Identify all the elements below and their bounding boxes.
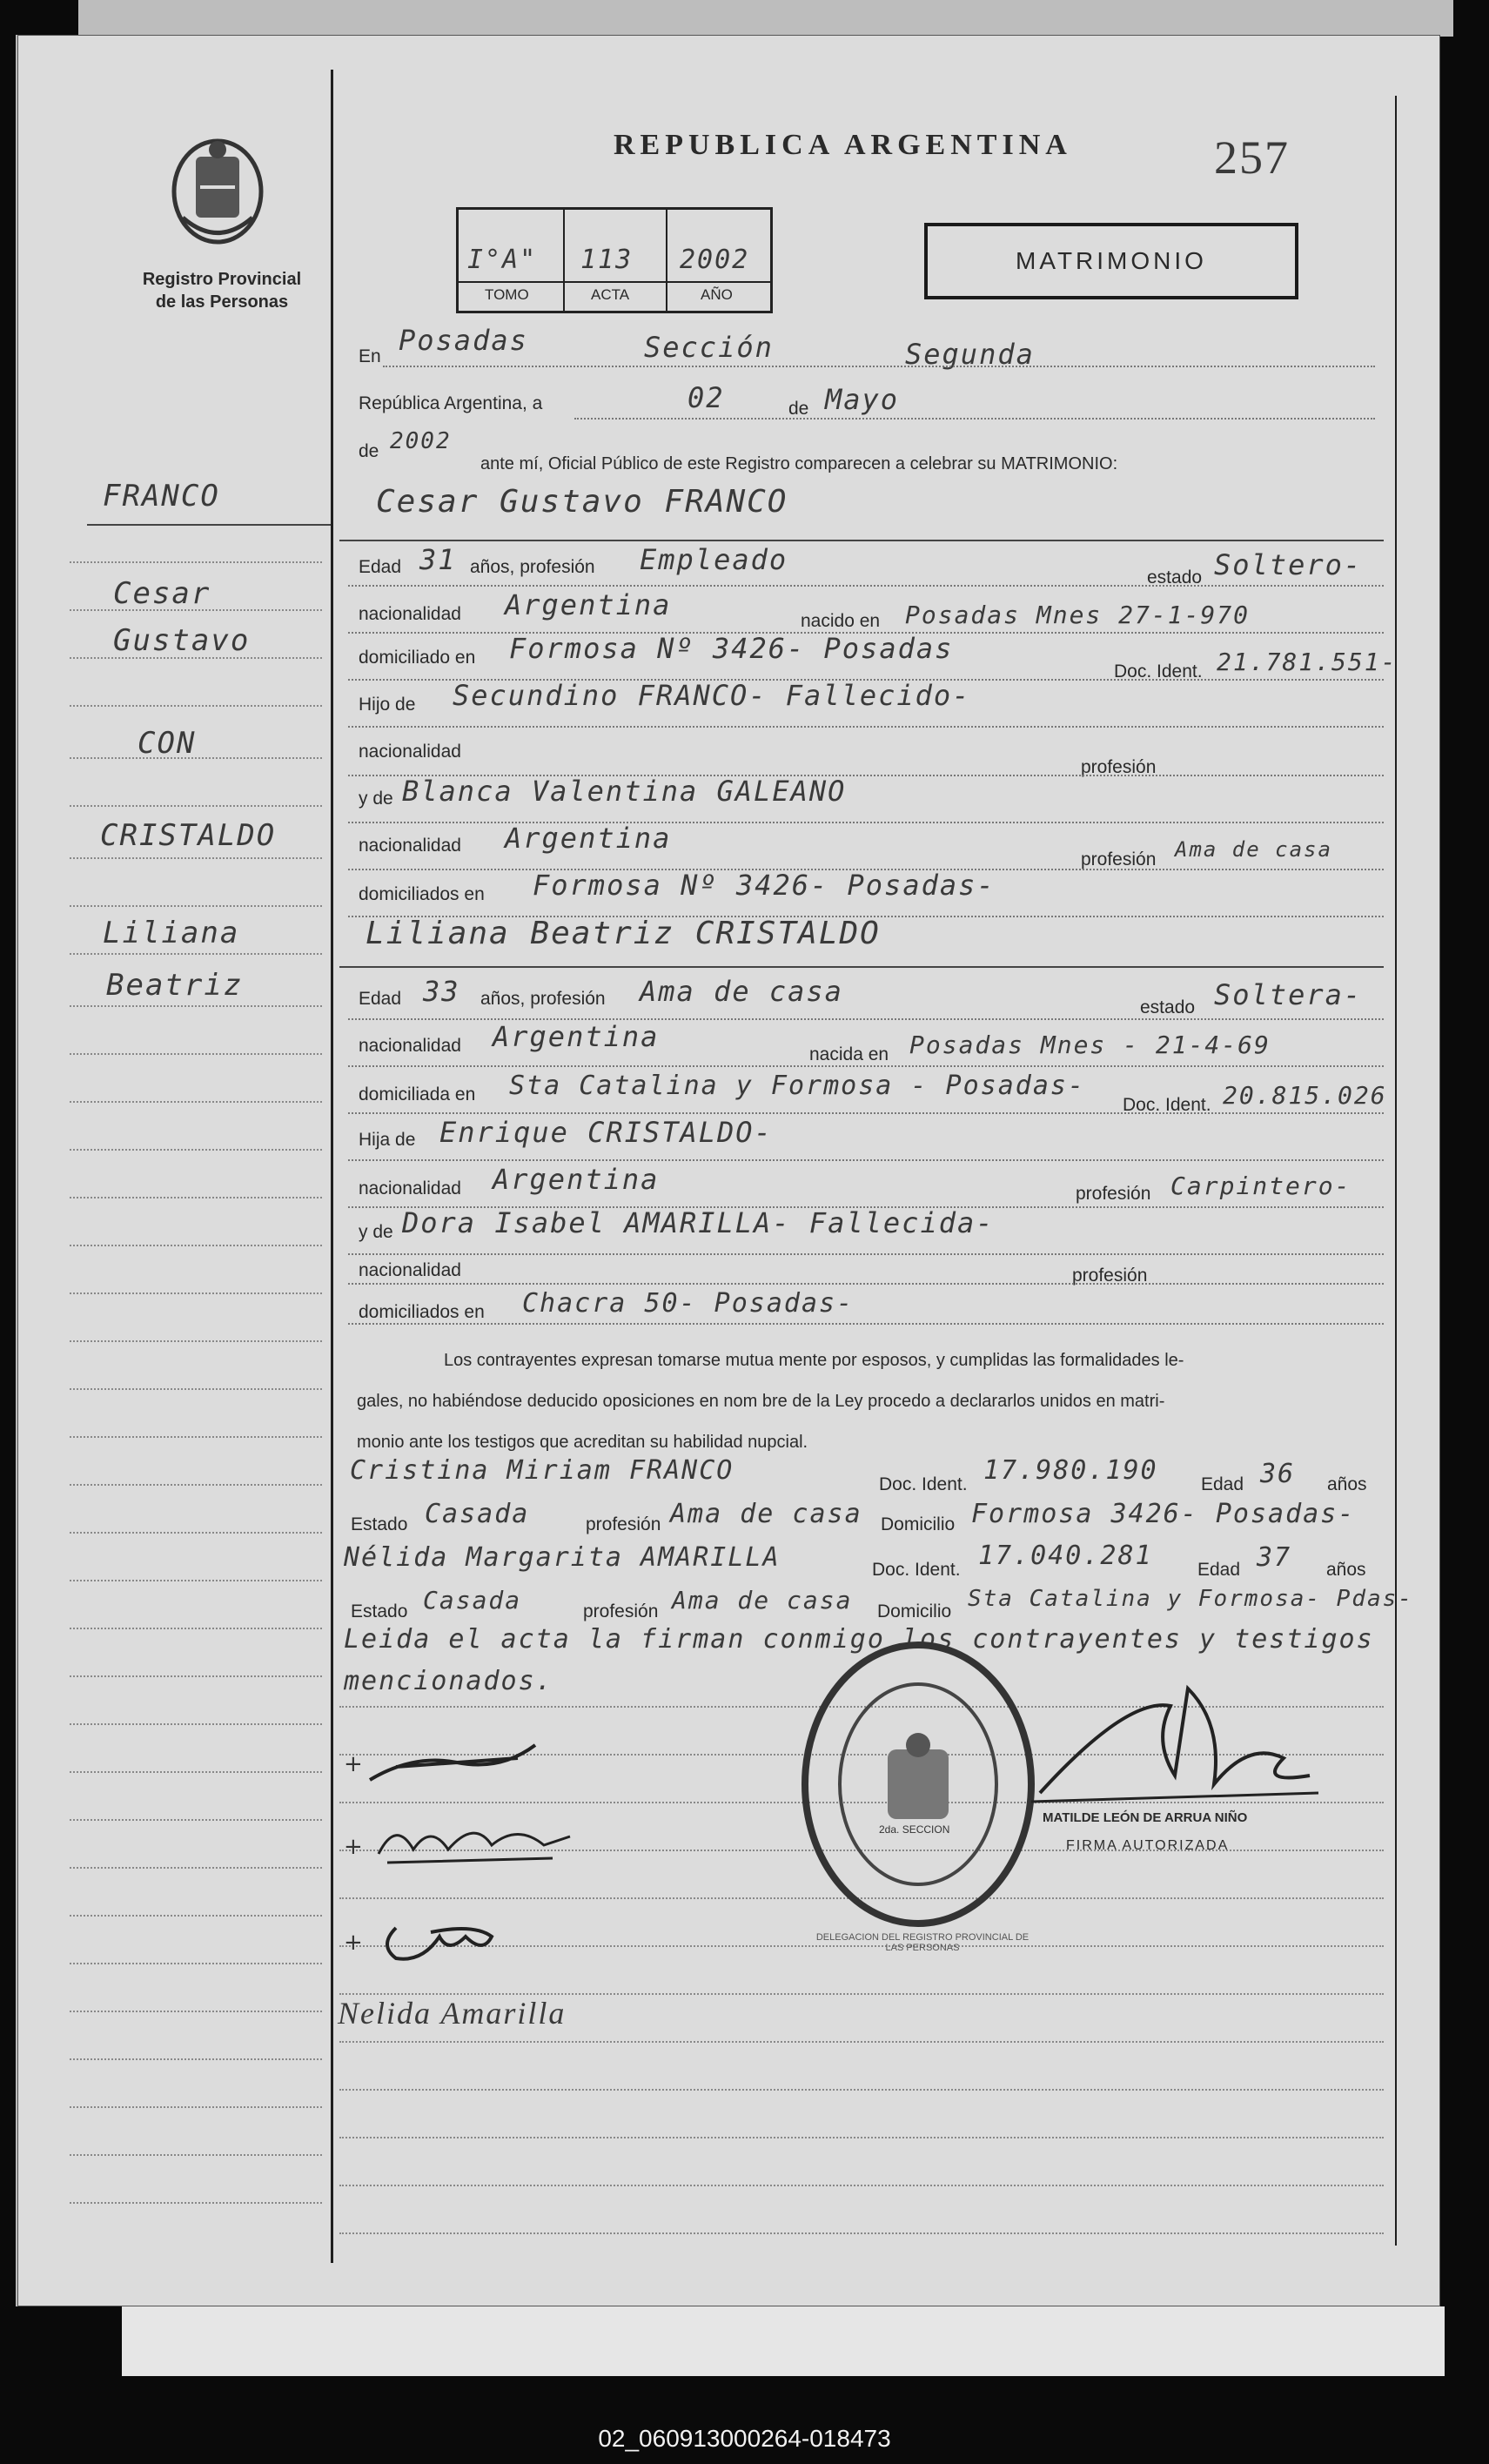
- margin-name2a: Liliana: [103, 916, 240, 950]
- groom-dom-label: domiciliado en: [359, 648, 476, 668]
- groom-parents-address: Formosa Nº 3426- Posadas-: [533, 869, 996, 902]
- bride-parents-address: Chacra 50- Posadas-: [522, 1288, 855, 1319]
- witness2-doc-label: Doc. Ident.: [872, 1560, 961, 1580]
- bride-father-prof-label: profesión: [1076, 1184, 1151, 1204]
- bride-age: 33: [423, 975, 460, 1008]
- witness1-doc-label: Doc. Ident.: [879, 1474, 968, 1494]
- rep-label: República Argentina, a: [359, 393, 543, 413]
- footer-file-id: 02_060913000264-018473: [598, 2425, 891, 2452]
- declaration-text: [357, 1340, 1388, 1463]
- groom-mother-prof: Ama de casa: [1175, 837, 1332, 862]
- register-page: [16, 35, 1440, 2306]
- witness2-profession: Ama de casa: [672, 1586, 853, 1615]
- witness1-address: Formosa 3426- Posadas-: [971, 1499, 1356, 1529]
- year: 2002: [390, 428, 452, 454]
- witness2-anos-label: años: [1326, 1560, 1366, 1580]
- margin-name2b: Beatriz: [106, 968, 244, 1003]
- groom-birthplace: Posadas Mnes 27-1-970: [905, 601, 1251, 629]
- groom-doc: 21.781.551-: [1217, 648, 1398, 676]
- doc-type-label: MATRIMONIO: [1016, 247, 1207, 274]
- groom-full-name: Cesar Gustavo FRANCO: [376, 484, 788, 520]
- groom-profession: Empleado: [640, 543, 788, 576]
- groom-father: Secundino FRANCO- Fallecido-: [453, 679, 971, 712]
- bride-nationality: Argentina: [493, 1020, 660, 1053]
- closing-line2: mencionados.: [344, 1666, 553, 1696]
- de-label: de: [788, 399, 809, 419]
- bride-dom-label: domiciliada en: [359, 1084, 476, 1104]
- groom-age: 31: [419, 543, 457, 576]
- groom-nationality: Argentina: [505, 588, 672, 621]
- witness2-dom-label: Domicilio: [877, 1601, 952, 1621]
- seccion: Sección: [644, 331, 774, 364]
- witness1-name: Cristina Miriam FRANCO: [350, 1455, 734, 1486]
- witness1-edad-label: Edad: [1201, 1474, 1244, 1494]
- ano-value: 2002: [680, 245, 750, 275]
- bride-full-name: Liliana Beatriz CRISTALDO: [366, 916, 881, 951]
- tomo-value: I°A": [467, 245, 538, 275]
- witness2-edad-label: Edad: [1197, 1560, 1241, 1580]
- margin-name1a: Cesar: [113, 576, 211, 611]
- seal-inner-text: 2da. SECCION: [879, 1823, 950, 1836]
- groom-mother-prof-label: profesión: [1081, 849, 1157, 869]
- ano-label: AÑO: [701, 286, 733, 303]
- en-label: En: [359, 346, 381, 366]
- groom-doc-label: Doc. Ident.: [1114, 661, 1203, 681]
- groom-mother: Blanca Valentina GALEANO: [402, 775, 847, 808]
- svg-text:+: +: [344, 1834, 363, 1860]
- groom-nacido-label: nacido en: [801, 611, 881, 631]
- book-edge-bottom: [122, 2306, 1445, 2376]
- bride-nac-label: nacionalidad: [359, 1036, 461, 1056]
- intro-text: ante mí, Oficial Público de este Registro comparecen a celebrar su MATRIMONIO:: [480, 454, 1118, 473]
- closing-line1: Leida el acta la firman conmigo los contrayentes y testigos: [344, 1624, 1374, 1655]
- witness1-estado-label: Estado: [351, 1514, 408, 1534]
- book-edge-top: [78, 0, 1453, 37]
- witness2-address: Sta Catalina y Formosa- Pdas-: [968, 1586, 1413, 1612]
- month: Mayo: [825, 383, 900, 416]
- day: 02: [687, 381, 725, 414]
- registry-line1: Registro Provincial: [142, 270, 302, 289]
- bride-doms-label: domiciliados en: [359, 1302, 485, 1322]
- margin-surname2: CRISTALDO: [100, 818, 277, 853]
- declaration-line2: gales, no habiéndose deducido oposiciones en nom bre de la Ley procedo a declararlos unidos en matri-: [357, 1392, 1165, 1411]
- seal-outer-text: DELEGACION DEL REGISTRO PROVINCIAL DE LAS PERSONAS: [815, 1932, 1030, 1953]
- bride-mother-nac-label: nacionalidad: [359, 1260, 461, 1280]
- groom-father-prof-label: profesión: [1081, 757, 1157, 777]
- margin-surname1: FRANCO: [103, 479, 220, 514]
- officer-name: MATILDE LEÓN DE ARRUA NIÑO: [1043, 1810, 1248, 1825]
- witness2-name: Nélida Margarita AMARILLA: [344, 1542, 781, 1573]
- bride-father-nac: Argentina: [493, 1163, 660, 1196]
- margin-name1b: Gustavo: [113, 623, 251, 658]
- bride-hija-label: Hija de: [359, 1130, 416, 1150]
- witness1-estado: Casada: [425, 1499, 530, 1529]
- groom-address: Formosa Nº 3426- Posadas: [509, 632, 954, 665]
- bride-yde-label: y de: [359, 1222, 393, 1242]
- bride-mother-prof-label: profesión: [1072, 1266, 1148, 1286]
- de2-label: de: [359, 441, 379, 461]
- witness1-doc: 17.980.190: [983, 1455, 1158, 1486]
- registry-line2: de las Personas: [155, 292, 289, 312]
- officer-title: FIRMA AUTORIZADA: [1066, 1838, 1230, 1853]
- margin-con: CON: [137, 726, 197, 761]
- seccion-value: Segunda: [905, 338, 1035, 371]
- groom-yde-label: y de: [359, 789, 393, 809]
- right-border: [1395, 96, 1397, 2246]
- bride-father-prof: Carpintero-: [1170, 1172, 1352, 1200]
- groom-mother-nac-label: nacionalidad: [359, 836, 461, 856]
- bride-estado-label: estado: [1140, 997, 1196, 1017]
- margin-divider: [331, 70, 333, 2263]
- groom-doms-label: domiciliados en: [359, 884, 485, 904]
- officer-signature: [1023, 1671, 1336, 1819]
- bride-birthplace: Posadas Mnes - 21-4-69: [909, 1031, 1271, 1059]
- groom-hijo-label: Hijo de: [359, 695, 416, 715]
- bride-nacida-label: nacida en: [809, 1044, 889, 1064]
- coat-of-arms-icon: [165, 131, 270, 252]
- page-number: 257: [1214, 131, 1290, 184]
- acta-value: 113: [580, 245, 634, 275]
- bride-father-nac-label: nacionalidad: [359, 1178, 461, 1198]
- registration-box: [456, 207, 773, 313]
- bride-anos-prof-label: años, profesión: [480, 989, 606, 1009]
- doc-type-box: [924, 223, 1298, 299]
- signature-witness1: [344, 1902, 518, 1971]
- witness2-estado-label: Estado: [351, 1601, 408, 1621]
- witness2-doc: 17.040.281: [978, 1541, 1153, 1571]
- witness2-age: 37: [1257, 1542, 1292, 1573]
- witness1-profession: Ama de casa: [670, 1499, 862, 1529]
- tomo-label: TOMO: [485, 286, 529, 303]
- city: Posadas: [399, 324, 528, 357]
- svg-text:+: +: [344, 1930, 363, 1956]
- bride-doc: 20.815.026: [1223, 1081, 1387, 1110]
- signature-witness2: Nelida Amarilla: [338, 1996, 567, 2031]
- acta-label: ACTA: [591, 286, 630, 303]
- bride-doc-label: Doc. Ident.: [1123, 1095, 1211, 1115]
- bride-mother: Dora Isabel AMARILLA- Fallecida-: [402, 1206, 995, 1239]
- bride-estado: Soltera-: [1214, 978, 1363, 1011]
- signature-bride: [344, 1810, 587, 1880]
- groom-mother-nac: Argentina: [505, 822, 672, 855]
- bride-profession: Ama de casa: [640, 975, 843, 1008]
- bride-address: Sta Catalina y Formosa - Posadas-: [509, 1071, 1086, 1101]
- groom-nac-label: nacionalidad: [359, 604, 461, 624]
- official-seal-icon: [796, 1636, 1040, 1932]
- bride-father: Enrique CRISTALDO-: [439, 1116, 773, 1149]
- declaration-line1: Los contrayentes expresan tomarse mutua mente por esposos, y cumplidas las formalidades le-: [444, 1351, 1184, 1370]
- witness1-dom-label: Domicilio: [881, 1514, 956, 1534]
- witness1-anos-label: años: [1327, 1474, 1367, 1494]
- svg-text:+: +: [344, 1751, 363, 1777]
- groom-father-nac-label: nacionalidad: [359, 742, 461, 762]
- groom-anos-prof-label: años, profesión: [470, 557, 595, 577]
- country-title: REPUBLICA ARGENTINA: [614, 129, 1072, 161]
- registry-name: [113, 268, 331, 313]
- groom-estado-label: estado: [1147, 567, 1203, 587]
- declaration-line3: monio ante los testigos que acreditan su habilidad nupcial.: [357, 1433, 808, 1452]
- groom-edad-label: Edad: [359, 557, 402, 577]
- witness1-prof-label: profesión: [586, 1514, 661, 1534]
- groom-estado: Soltero-: [1214, 548, 1363, 581]
- signature-groom: [344, 1728, 553, 1797]
- witness2-estado: Casada: [423, 1586, 522, 1615]
- bride-edad-label: Edad: [359, 989, 402, 1009]
- witness2-prof-label: profesión: [583, 1601, 659, 1621]
- witness1-age: 36: [1260, 1459, 1296, 1489]
